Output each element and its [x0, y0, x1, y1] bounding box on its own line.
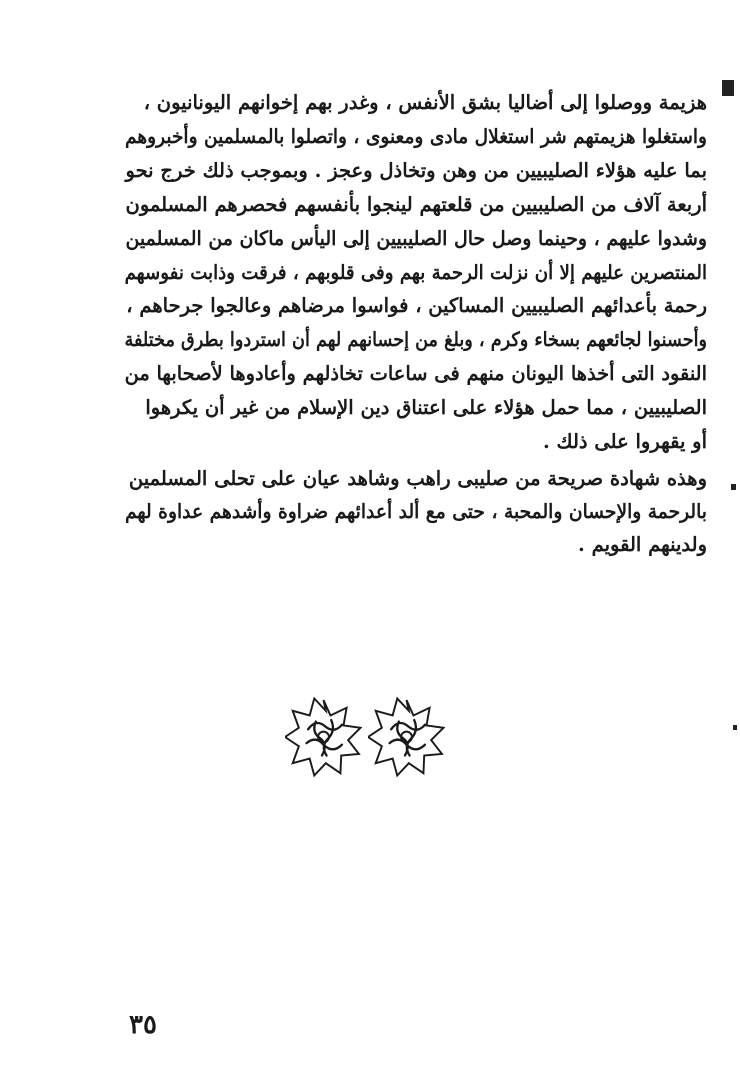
text-line: ولدينهم القويم .	[578, 533, 707, 556]
text-line: وهذه شهادة صريحة من صليبى راهب وشاهد عيان على تحلى المسلمين	[128, 467, 707, 490]
text-line: وأحسنوا لجائعهم بسخاء وكرم ، وبلغ من إحسانهم لهم أن استردوا بطرق مختلفة	[124, 328, 708, 352]
text-line: النقود التى أخذها اليونان منهم فى ساعات تخاذلهم وأعادوها لأصحابها من	[124, 362, 707, 386]
section-ornament	[285, 694, 445, 780]
text-line: هزيمة ووصلوا إلى أضاليا بشق الأنفس ، وغدر بهم إخوانهم اليونانيون ،	[143, 91, 707, 114]
page-number: ٣٥	[129, 1010, 157, 1040]
text-line: أو يقهروا على ذلك .	[542, 430, 707, 454]
paragraph-2	[125, 462, 707, 561]
star-rosette-ornament-icon	[285, 696, 362, 778]
text-line: رحمة بأعدائهم الصليبيين المساكين ، فواسوا مرضاهم وعالجوا جرحاهم ،	[126, 294, 707, 318]
paragraph-1	[125, 86, 707, 459]
scan-mark	[731, 484, 736, 490]
text-line: وشدوا عليهم ، وحينما وصل حال الصليبيين إلى اليأس ماكان من المسلمين	[125, 226, 708, 250]
text-line: أربعة آلاف من الصليبيين من قلعتهم لينجوا بأنفسهم فحصرهم المسلمون	[125, 192, 707, 216]
text-line: المنتصرين عليهم إلا أن نزلت الرحمة بهم وفى قلوبهم ، فرقت وذابت نفوسهم	[124, 260, 708, 284]
text-line: بما عليه هؤلاء الصليبيين من وهن وتخاذل وعجز . وبموجب ذلك خرج نحو	[125, 158, 707, 182]
star-rosette-ornament-icon	[368, 696, 445, 778]
text-line: بالرحمة والإحسان والمحبة ، حتى مع ألد أعدائهم ضراوة وأشدهم عداوة لهم	[124, 500, 708, 523]
scan-mark	[733, 725, 737, 730]
text-line: واستغلوا هزيمتهم شر استغلال مادى ومعنوى ، واتصلوا بالمسلمين وأخبروهم	[125, 124, 707, 148]
scan-mark	[722, 80, 734, 96]
text-line: الصليبيين ، مما حمل هؤلاء على اعتناق دين الإسلام من غير أن يكرهوا	[145, 396, 707, 420]
